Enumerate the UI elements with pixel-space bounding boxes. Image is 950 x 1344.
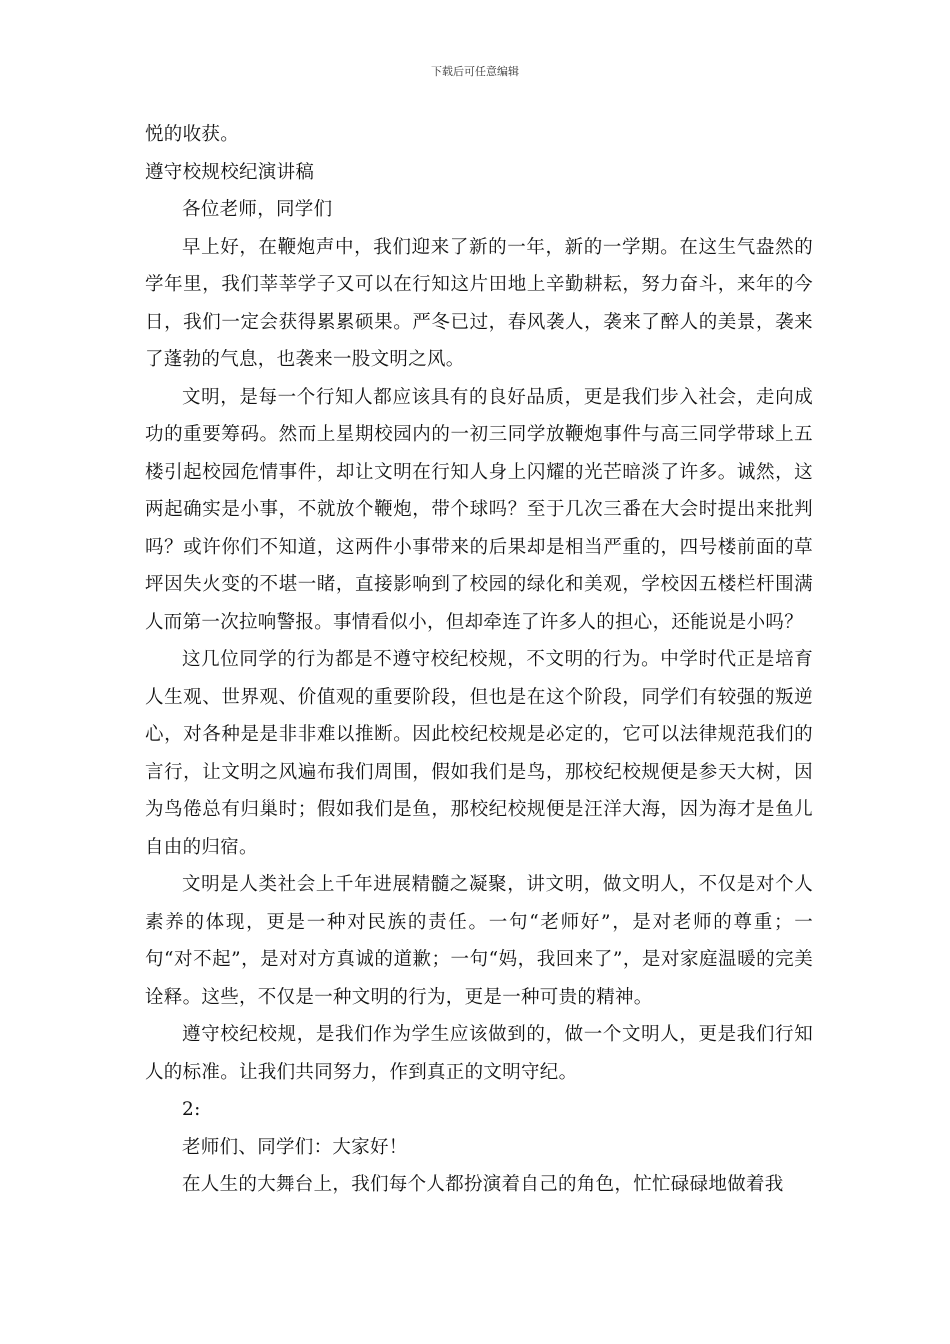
paragraph: 早上好，在鞭炮声中，我们迎来了新的一年，新的一学期。在这生气盎然的学年里，我们莘莘学子又可以在行知这片田地上辛勤耕耘，努力奋斗，来年的今日，我们一定会获得累累硕果。严冬已过，春风袭人，袭来了醉人的美景，袭来了蓬勃的气息，也袭来一股文明之风。 [145,236,813,370]
paragraph: 文明，是每一个行知人都应该具有的良好品质，更是我们步入社会，走向成功的重要筹码。然而上星期校园内的一初三同学放鞭炮事件与高三同学带球上五楼引起校园危情事件，却让文明在行知人身上闪耀的光芒暗淡了许多。诚然，这两起确实是小事，不就放个鞭炮，带个球吗？至于几次三番在大会时提出来批判吗？或许你们不知道，这两件小事带来的后果却是相当严重的，四号楼前面的草坪因失火变的不堪一睹，直接影响到了校园的绿化和美观，学校因五楼栏杆围满人而第一次拉响警报。事情看似小，但却牵连了许多人的担心，还能说是小吗？ [145,386,813,633]
paragraph: 在人生的大舞台上，我们每个人都扮演着自己的角色，忙忙碌碌地做着我 [182,1174,784,1195]
paragraph: 悦的收获。 [145,124,240,145]
page-header: 下载后可任意编辑 [431,65,519,78]
document-body [145,116,813,1204]
salutation: 老师们、同学们：大家好！ [182,1136,408,1158]
paragraph: 文明是人类社会上千年进展精髓之凝聚，讲文明，做文明人，不仅是对个人素养的体现，更是一种对民族的责任。一句“老师好”，是对老师的尊重；一句“对不起”，是对对方真诚的道歉；一句“妈，我回来了”，是对家庭温暖的完美诠释。这些，不仅是一种文明的行为，更是一种可贵的精神。 [145,874,813,1008]
paragraph: 遵守校纪校规，是我们作为学生应该做到的，做一个文明人，更是我们行知人的标准。让我们共同努力，作到真正的文明守纪。 [145,1024,813,1083]
section-number: 2: [182,1099,201,1120]
speech-title: 遵守校规校纪演讲稿 [145,161,315,183]
salutation: 各位老师，同学们 [182,199,333,220]
paragraph: 这几位同学的行为都是不遵守校纪校规，不文明的行为。中学时代正是培育人生观、世界观、价值观的重要阶段，但也是在这个阶段，同学们有较强的叛逆心，对各种是是非非难以推断。因此校纪校规是必定的，它可以法律规范我们的言行，让文明之风遍布我们周围，假如我们是鸟，那校纪校规便是参天大树，因为鸟倦总有归巢时；假如我们是鱼，那校纪校规便是汪洋大海，因为海才是鱼儿自由的归宿。 [145,649,813,858]
